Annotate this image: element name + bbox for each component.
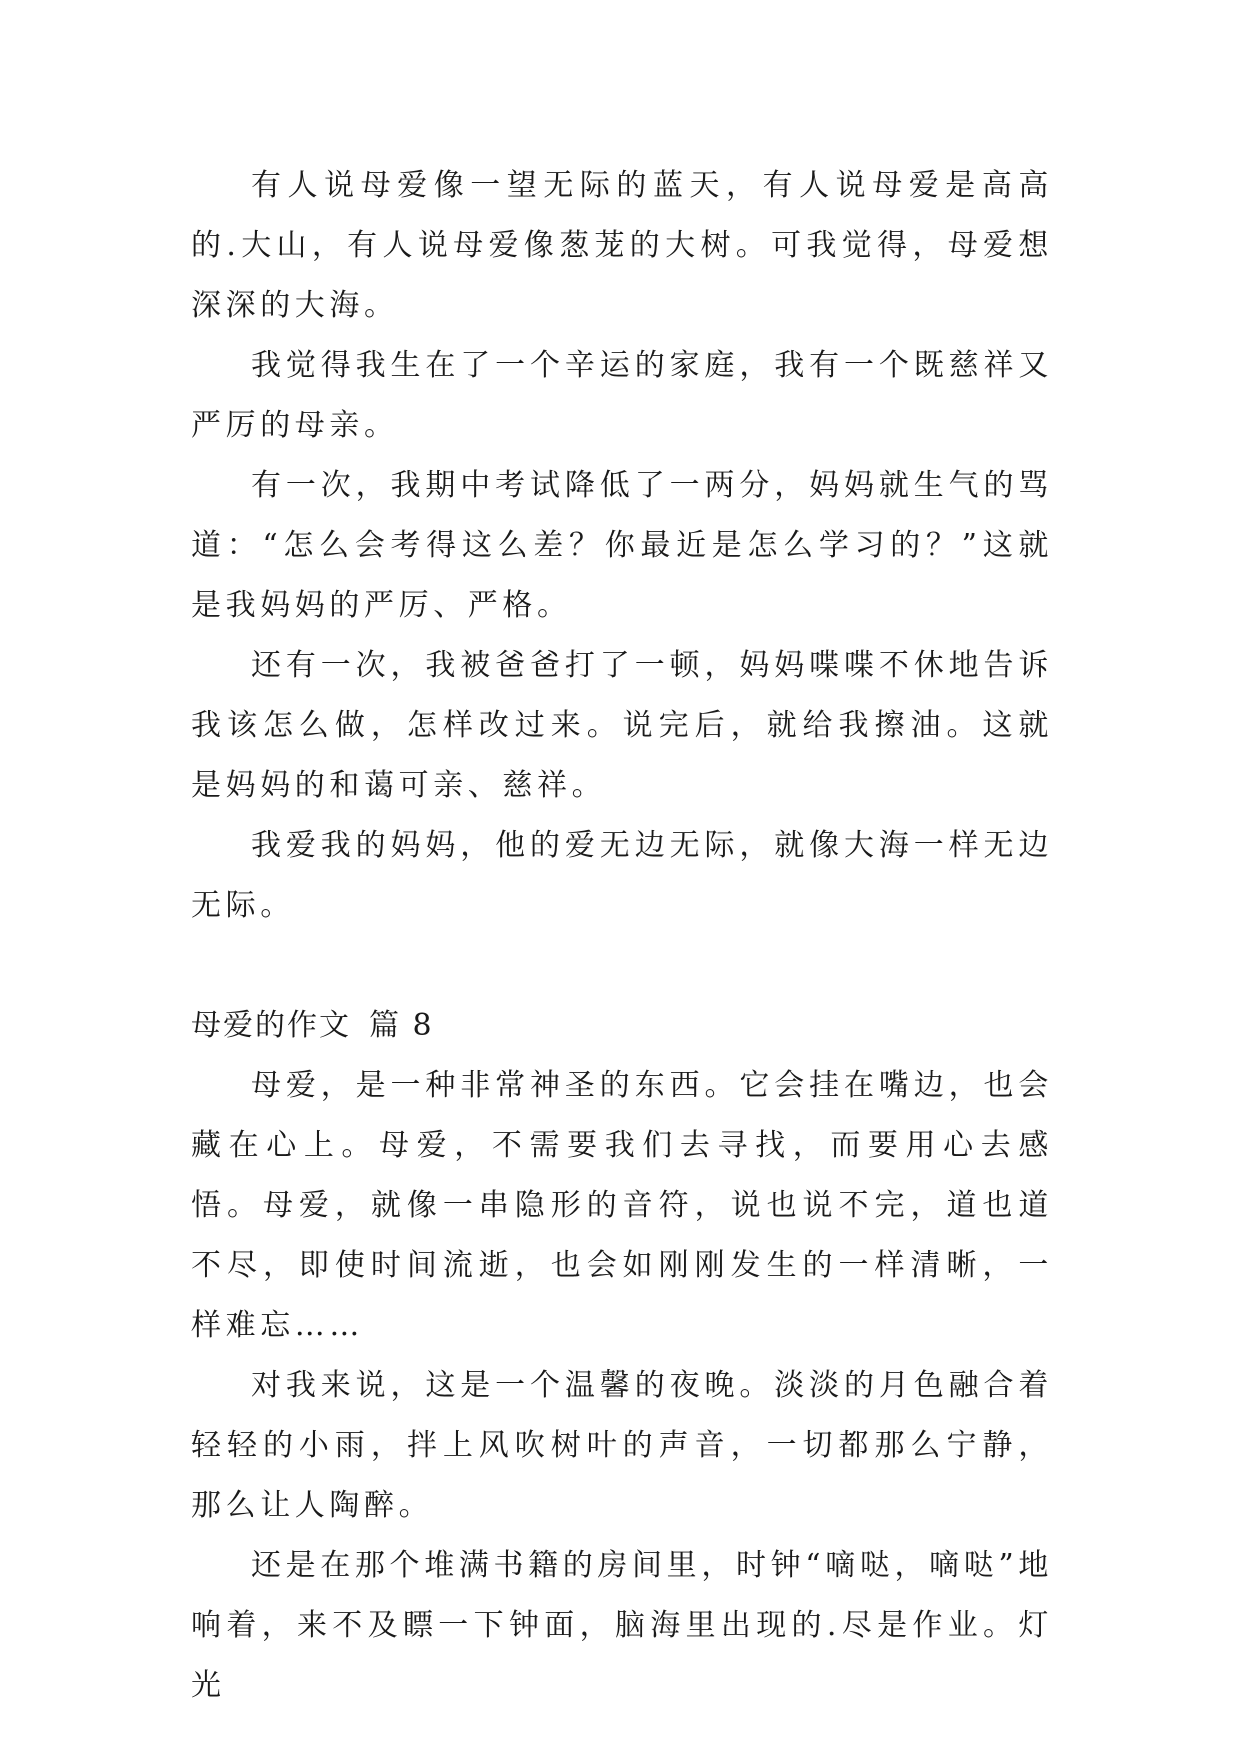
paragraph-5: 我爱我的妈妈，他的爱无边无际，就像大海一样无边无际。 bbox=[191, 828, 1053, 923]
section-heading-number: 篇 8 bbox=[369, 1008, 434, 1043]
paragraph-8: 还是在那个堆满书籍的房间里，时钟“嘀哒，嘀哒”地响着，来不及瞟一下钟面，脑海里出现的.尽是作业。灯光 bbox=[191, 1548, 1053, 1703]
paragraph-2: 我觉得我生在了一个辛运的家庭，我有一个既慈祥又严厉的母亲。 bbox=[191, 348, 1053, 443]
section-heading-title: 母爱的作文 bbox=[191, 1008, 351, 1043]
paragraph-4: 还有一次，我被爸爸打了一顿，妈妈喋喋不休地告诉我该怎么做，怎样改过来。说完后，就给我擦油。这就是妈妈的和蔼可亲、慈祥。 bbox=[191, 648, 1053, 803]
paragraph-6: 母爱，是一种非常神圣的东西。它会挂在嘴边，也会藏在心上。母爱，不需要我们去寻找，而要用心去感悟。母爱，就像一串隐形的音符，说也说不完，道也道不尽，即使时间流逝，也会如刚刚发生的一样清晰，一样难忘…… bbox=[191, 1068, 1053, 1343]
paragraph-7: 对我来说，这是一个温馨的夜晚。淡淡的月色融合着轻轻的小雨，拌上风吹树叶的声音，一切都那么宁静，那么让人陶醉。 bbox=[191, 1368, 1053, 1523]
document-page bbox=[191, 156, 1053, 1716]
paragraph-3: 有一次，我期中考试降低了一两分，妈妈就生气的骂道：“怎么会考得这么差？你最近是怎么学习的？”这就是我妈妈的严厉、严格。 bbox=[191, 468, 1053, 623]
paragraph-1: 有人说母爱像一望无际的蓝天，有人说母爱是高高的.大山，有人说母爱像葱茏的大树。可我觉得，母爱想深深的大海。 bbox=[191, 168, 1053, 323]
section-heading bbox=[191, 996, 1053, 1056]
